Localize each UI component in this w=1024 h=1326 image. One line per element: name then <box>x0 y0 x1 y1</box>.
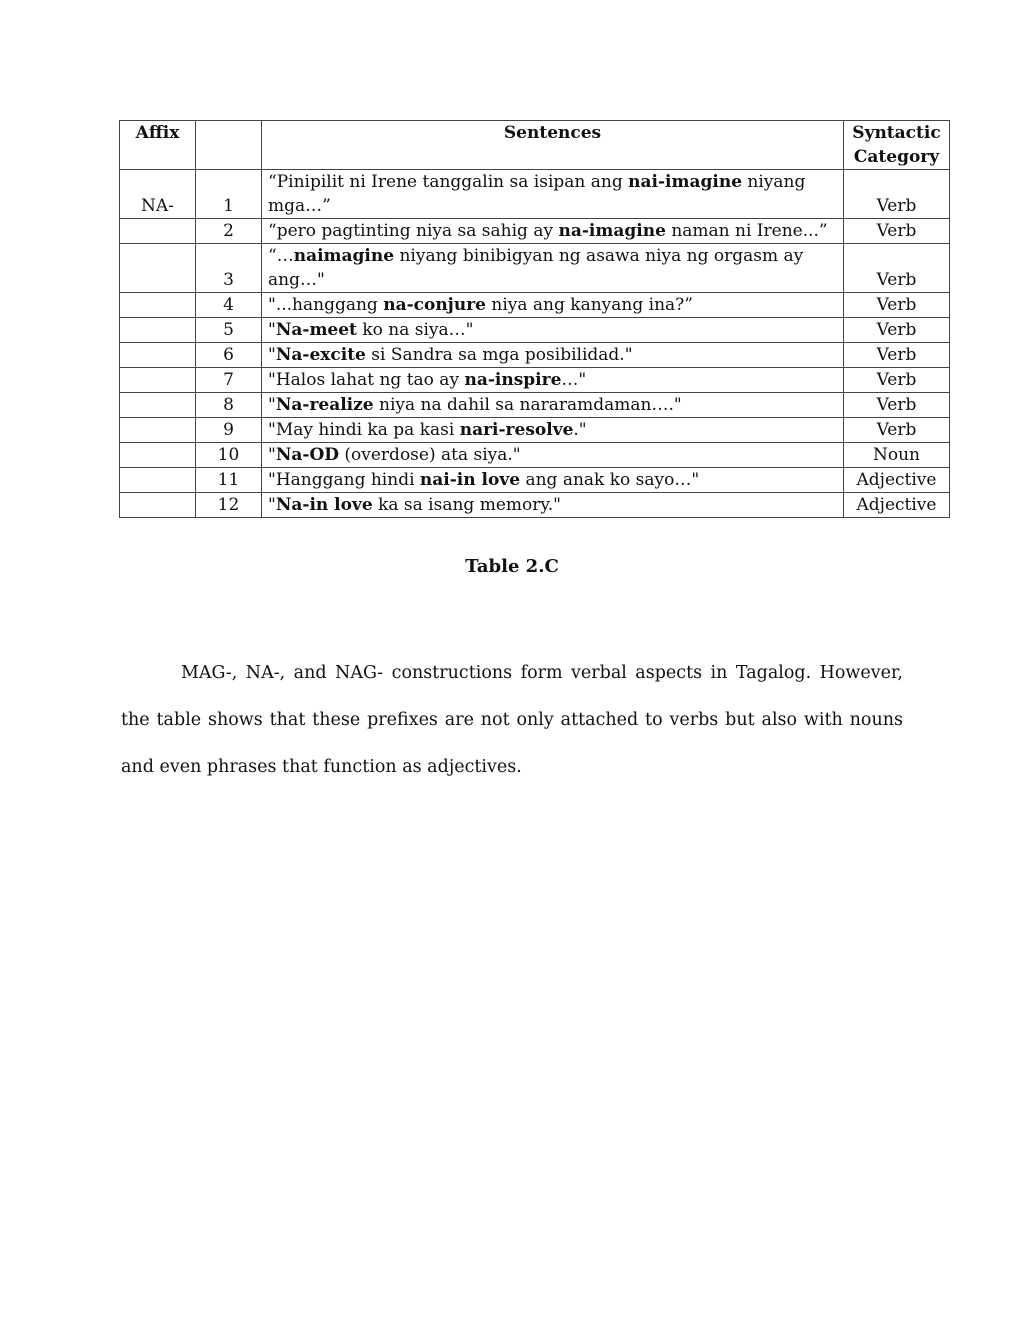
header-category-line1: Syntactic <box>852 123 941 143</box>
sentence-text: si Sandra sa mga posibilidad." <box>365 345 633 365</box>
affixed-word: Na-meet <box>275 320 357 340</box>
sentence-text: niya ang kanyang ina?” <box>485 295 693 315</box>
sentence-text: niya na dahil sa nararamdaman…." <box>373 395 682 415</box>
row-number: 11 <box>196 468 262 493</box>
sentence-cell <box>262 468 844 493</box>
affix-cell <box>120 293 196 318</box>
sentence-text: “Pinipilit ni Irene tanggalin sa isipan ang <box>268 172 629 192</box>
row-number: 6 <box>196 343 262 368</box>
table-row <box>120 418 950 443</box>
sentence-cell <box>262 368 844 393</box>
sentence-cell <box>262 343 844 368</box>
row-number: 9 <box>196 418 262 443</box>
affix-cell <box>120 443 196 468</box>
sentence-cell <box>262 219 844 244</box>
sentence-text: ko na siya…" <box>356 320 474 340</box>
table-header-row <box>120 121 950 170</box>
sentence-cell <box>262 170 844 219</box>
header-sentences: Sentences <box>262 121 844 170</box>
affix-cell <box>120 219 196 244</box>
row-number: 7 <box>196 368 262 393</box>
category-cell: Verb <box>844 343 950 368</box>
sentence-text: “pero pagtinting niya sa sahig ay <box>268 221 559 241</box>
affixed-word: na-inspire <box>464 370 562 390</box>
category-cell: Verb <box>844 393 950 418</box>
row-number: 2 <box>196 219 262 244</box>
table-row <box>120 343 950 368</box>
affixed-word: nari-resolve <box>459 420 574 440</box>
sentence-cell <box>262 493 844 518</box>
affixed-word: Na-in love <box>275 495 373 515</box>
category-cell: Verb <box>844 244 950 293</box>
affixed-word: na-conjure <box>383 295 486 315</box>
category-cell: Verb <box>844 368 950 393</box>
affix-cell <box>120 468 196 493</box>
sentence-text: naman ni Irene...” <box>665 221 828 241</box>
sentence-text: niyang binibigyan ng asawa niya ng orgasm ay ang…" <box>268 246 804 290</box>
category-cell: Verb <box>844 293 950 318</box>
table-row <box>120 170 950 219</box>
sentence-text: "...hanggang <box>268 295 384 315</box>
affix-cell: NA- <box>120 170 196 219</box>
header-category-line2: Category <box>853 147 940 167</box>
category-cell: Adjective <box>844 493 950 518</box>
sentence-text: " <box>268 320 276 340</box>
table-row <box>120 468 950 493</box>
affix-cell <box>120 418 196 443</box>
affix-cell <box>120 244 196 293</box>
sentence-cell <box>262 418 844 443</box>
header-number <box>196 121 262 170</box>
sentence-text: ka sa isang memory." <box>372 495 561 515</box>
sentence-cell <box>262 244 844 293</box>
table-row <box>120 493 950 518</box>
sentence-cell <box>262 443 844 468</box>
header-affix: Affix <box>120 121 196 170</box>
paragraph-text: MAG-, NA-, and NAG- constructions form verbal aspects in Tagalog. However, the table shows that these prefixes are not only attached to verbs but also with nouns and even phrases that function as adjectives. <box>121 663 903 777</box>
affixed-word: nai-imagine <box>628 172 743 192</box>
category-cell: Adjective <box>844 468 950 493</box>
sentence-text: ang anak ko sayo…" <box>520 470 700 490</box>
table-row <box>120 393 950 418</box>
affixed-word: na-imagine <box>558 221 666 241</box>
affix-cell <box>120 318 196 343</box>
category-cell: Verb <box>844 418 950 443</box>
affix-cell <box>120 368 196 393</box>
category-cell: Verb <box>844 219 950 244</box>
sentence-text: …" <box>561 370 587 390</box>
sentence-text: ." <box>573 420 587 440</box>
sentence-text: " <box>268 445 276 465</box>
sentence-cell <box>262 393 844 418</box>
affixed-word: nai-in love <box>419 470 521 490</box>
sentence-text: " <box>268 395 276 415</box>
row-number: 3 <box>196 244 262 293</box>
row-number: 1 <box>196 170 262 219</box>
affixed-word: Na-realize <box>275 395 374 415</box>
body-paragraph <box>121 650 903 791</box>
sentence-text: (overdose) ata siya." <box>339 445 521 465</box>
table-caption: Table 2.C <box>465 556 559 577</box>
category-cell: Verb <box>844 170 950 219</box>
sentence-text: " <box>268 495 276 515</box>
sentence-text: "Hanggang hindi <box>268 470 420 490</box>
affix-table <box>119 120 950 518</box>
row-number: 12 <box>196 493 262 518</box>
sentence-text: "Halos lahat ng tao ay <box>268 370 465 390</box>
sentence-cell <box>262 318 844 343</box>
sentence-text: niyang mga…” <box>268 172 806 216</box>
affix-cell <box>120 343 196 368</box>
table-row <box>120 318 950 343</box>
sentence-text: "May hindi ka pa kasi <box>268 420 460 440</box>
affixed-word: Na-excite <box>275 345 366 365</box>
sentence-cell <box>262 293 844 318</box>
row-number: 4 <box>196 293 262 318</box>
table-row <box>120 293 950 318</box>
affix-cell <box>120 493 196 518</box>
row-number: 10 <box>196 443 262 468</box>
sentence-text: " <box>268 345 276 365</box>
affixed-word: Na-OD <box>275 445 339 465</box>
table-row <box>120 244 950 293</box>
row-number: 5 <box>196 318 262 343</box>
category-cell: Noun <box>844 443 950 468</box>
row-number: 8 <box>196 393 262 418</box>
affix-cell <box>120 393 196 418</box>
sentence-text: “… <box>268 246 294 266</box>
table-row <box>120 368 950 393</box>
table-row <box>120 219 950 244</box>
table-row <box>120 443 950 468</box>
affixed-word: naimagine <box>293 246 395 266</box>
header-syntactic-category <box>844 121 950 170</box>
category-cell: Verb <box>844 318 950 343</box>
